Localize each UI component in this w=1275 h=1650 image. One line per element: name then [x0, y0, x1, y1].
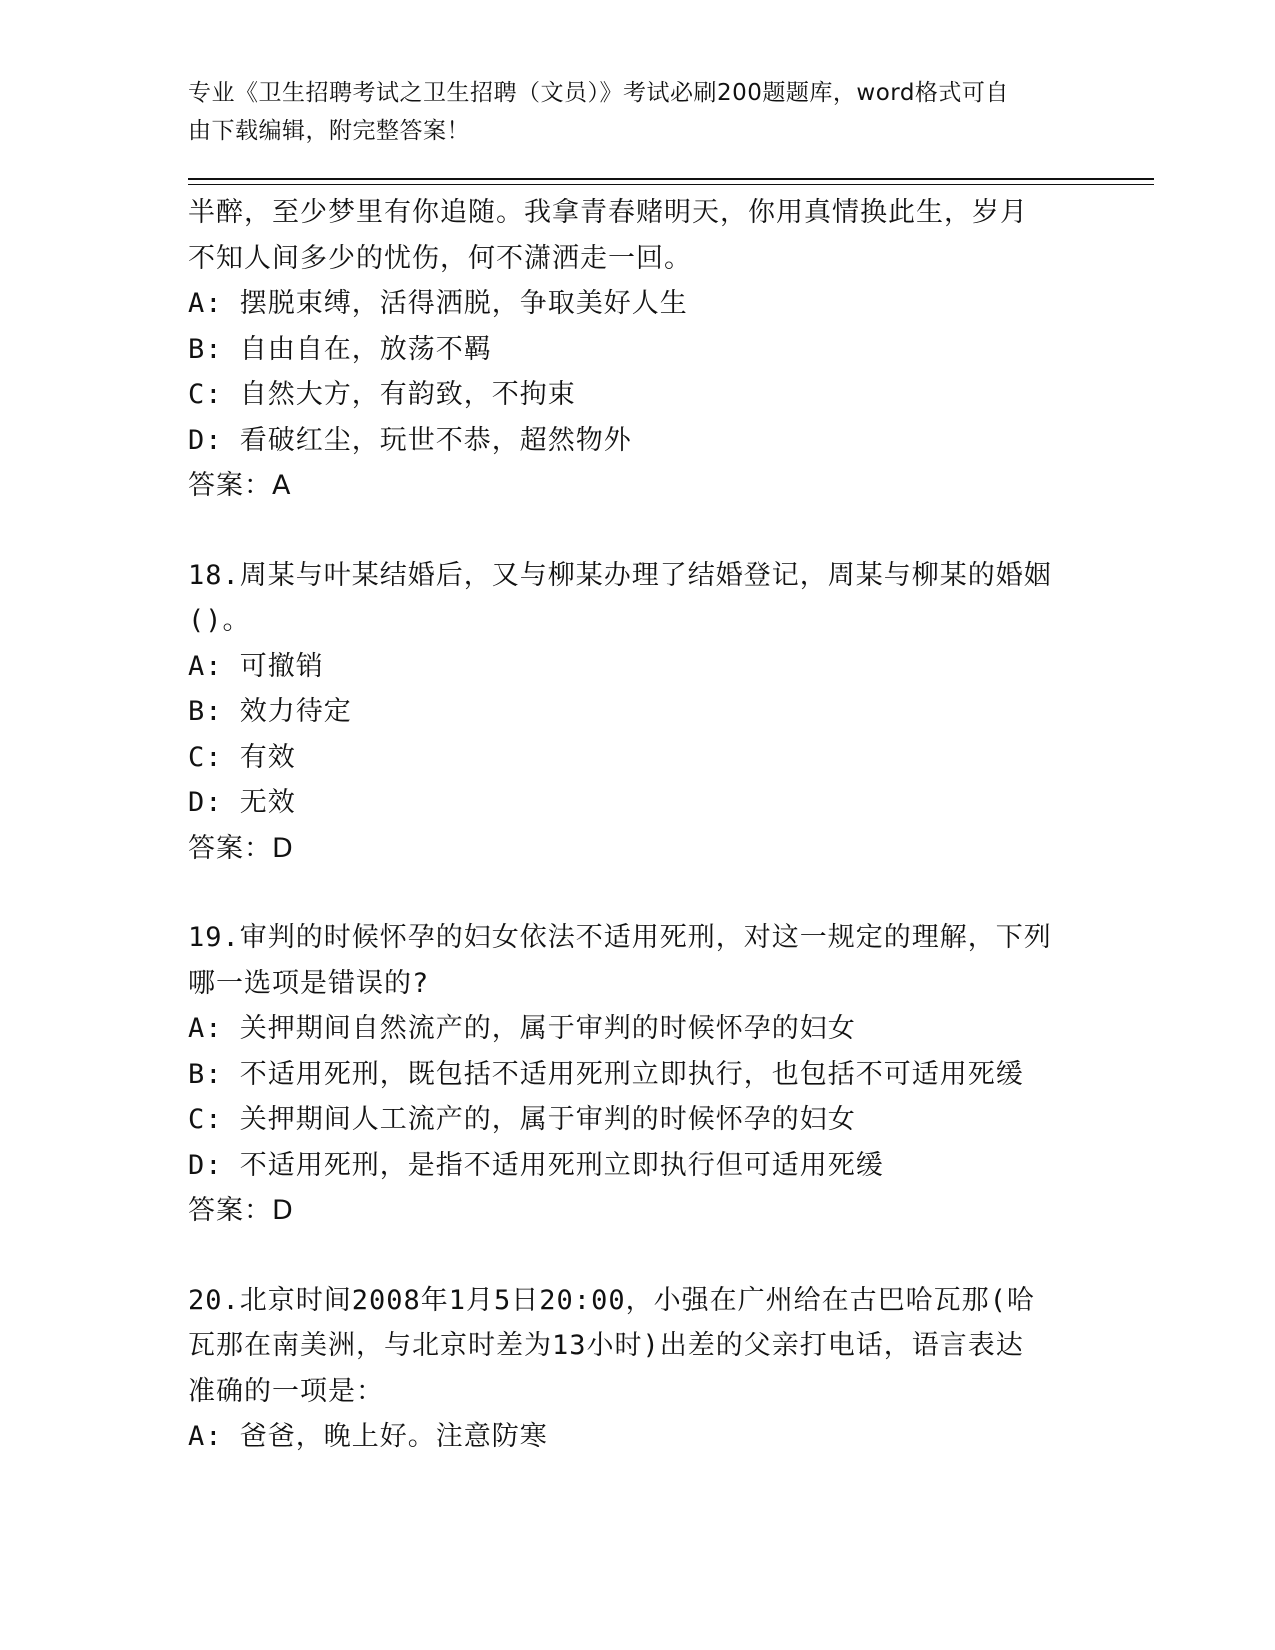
question-text-line: 19.审判的时候怀孕的妇女依法不适用死刑，对这一规定的理解，下列	[188, 922, 1052, 953]
option-a: A: 摆脱束缚，活得洒脱，争取美好人生	[188, 288, 688, 319]
option-a: A: 爸爸，晚上好。注意防寒	[188, 1421, 548, 1452]
document-header	[188, 74, 1068, 150]
option-d: D: 不适用死刑，是指不适用死刑立即执行但可适用死缓	[188, 1149, 884, 1181]
spacer	[188, 509, 1088, 553]
question-text-line: 准确的一项是：	[188, 1375, 384, 1407]
answer-line: 答案：D	[188, 832, 294, 864]
question-text-line: 哪一选项是错误的?	[188, 967, 430, 999]
question-19	[188, 915, 1088, 1234]
option-b: B: 不适用死刑，既包括不适用死刑立即执行，也包括不可适用死缓	[188, 1058, 1024, 1090]
header-divider-thin	[188, 184, 1154, 185]
option-a: A: 可撤销	[188, 650, 324, 682]
option-d: D: 看破红尘，玩世不恭，超然物外	[188, 424, 632, 456]
option-c: C: 自然大方，有韵致，不拘束	[188, 379, 576, 410]
option-b: B: 自由自在，放荡不羁	[188, 333, 492, 365]
option-a: A: 关押期间自然流产的，属于审判的时候怀孕的妇女	[188, 1013, 856, 1044]
spacer	[188, 1234, 1088, 1278]
option-c: C: 有效	[188, 741, 296, 773]
option-c: C: 关押期间人工流产的，属于审判的时候怀孕的妇女	[188, 1104, 856, 1135]
spacer	[188, 871, 1088, 915]
question-text-line: 瓦那在南美洲，与北京时差为13小时)出差的父亲打电话，语言表达	[188, 1330, 1024, 1361]
header-line-1: 专业《卫生招聘考试之卫生招聘（文员）》考试必刷200题题库，word格式可自	[188, 80, 1009, 106]
question-20	[188, 1278, 1088, 1460]
question-text-line: 半醉，至少梦里有你追随。我拿青春赌明天，你用真情换此生，岁月	[188, 197, 1028, 228]
option-d: D: 无效	[188, 787, 296, 818]
question-text-line: 不知人间多少的忧伤，何不潇洒走一回。	[188, 242, 692, 274]
answer-line: 答案：D	[188, 1195, 294, 1226]
question-text-line: ()。	[188, 605, 251, 636]
option-b: B: 效力待定	[188, 696, 352, 727]
question-content	[188, 190, 1088, 1460]
question-17-tail	[188, 190, 1088, 509]
header-line-2: 由下载编辑，附完整答案！	[188, 118, 470, 144]
question-text-line: 18.周某与叶某结婚后，又与柳某办理了结婚登记，周某与柳某的婚姻	[188, 559, 1052, 591]
header-divider-thick	[188, 178, 1154, 180]
question-18	[188, 553, 1088, 872]
answer-line: 答案：A	[188, 470, 292, 501]
question-text-line: 20.北京时间2008年1月5日20:00，小强在广州给在古巴哈瓦那(哈	[188, 1284, 1035, 1316]
